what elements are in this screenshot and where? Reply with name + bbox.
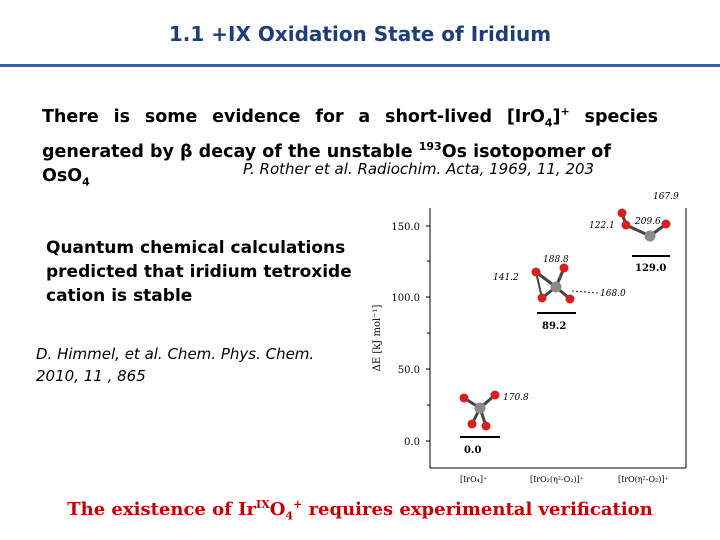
molecule-iro2-o2 xyxy=(532,264,575,304)
intro-text-3: decay of the unstable xyxy=(192,142,419,163)
category-iro-o2: [IrO(η²-O₂)]⁺ xyxy=(618,475,669,484)
intro-text-1: There is some evidence for a short-lived xyxy=(42,106,507,127)
formula-iro4-charge: + xyxy=(560,105,570,118)
reference-himmel: D. Himmel, et al. Chem. Phys. Chem. 2010, 11 , 865 xyxy=(36,345,315,385)
conclusion-sub: 4 xyxy=(285,509,294,523)
level-label-0: 0.0 xyxy=(464,445,482,456)
angle-168-0: 168.0 xyxy=(600,289,626,299)
slide-title: 1.1 +IX Oxidation State of Iridium xyxy=(168,22,552,46)
formula-oso4-sub: 4 xyxy=(82,175,90,189)
energy-diagram xyxy=(360,186,690,490)
conclusion-formula: O xyxy=(269,499,286,520)
category-iro4: [IrO₄]⁺ xyxy=(460,475,488,484)
formula-oso4: OsO xyxy=(42,166,83,187)
conclusion-statement xyxy=(0,498,720,523)
tick-label-150: 150.0 xyxy=(391,222,420,233)
title-divider xyxy=(0,64,720,67)
reference-rother: P. Rother et al. Radiochim. Acta, 1969, 11, 203 xyxy=(243,160,595,178)
conclusion-suffix: requires experimental verification xyxy=(302,499,653,520)
tick-label-100: 100.0 xyxy=(391,293,420,304)
angle-167-9: 167.9 xyxy=(653,192,679,202)
tick-label-50: 50.0 xyxy=(397,365,420,376)
level-label-129: 129.0 xyxy=(635,263,667,274)
conclusion-ox-state: IX xyxy=(256,498,270,511)
angle-122-1: 122.1 xyxy=(589,221,615,231)
molecule-iro4 xyxy=(460,391,500,431)
y-ticks xyxy=(426,226,430,441)
formula-iro4-sub: 4 xyxy=(544,116,553,130)
intro-text-2: species generated by xyxy=(42,106,658,163)
conclusion-prefix: The existence of Ir xyxy=(67,499,257,520)
beta-symbol: β xyxy=(180,142,193,163)
angle-141-2: 141.2 xyxy=(493,273,519,283)
y-axis-label: ΔE [kJ mol⁻¹] xyxy=(372,304,383,372)
formula-iro4: [IrO xyxy=(506,106,545,127)
intro-paragraph xyxy=(42,100,658,195)
category-iro2-o2: [IrO₂(η²-O₂)]⁺ xyxy=(530,475,584,484)
angle-170-8: 170.8 xyxy=(503,393,529,403)
intro-text-4: Os isotopomer of xyxy=(441,142,611,163)
formula-iro4-close: ] xyxy=(552,106,561,127)
tick-label-0: 0.0 xyxy=(404,437,420,448)
angle-188-8: 188.8 xyxy=(543,255,569,265)
quantum-paragraph: Quantum chemical calculations predicted that iridium tetroxide cation is stable xyxy=(46,238,352,306)
angle-209-6: 209.6 xyxy=(635,217,661,227)
conclusion-charge: + xyxy=(293,498,303,511)
isotope-mass: 193 xyxy=(418,140,442,154)
angle-arrow-168 xyxy=(572,291,598,293)
level-label-89: 89.2 xyxy=(542,321,567,332)
